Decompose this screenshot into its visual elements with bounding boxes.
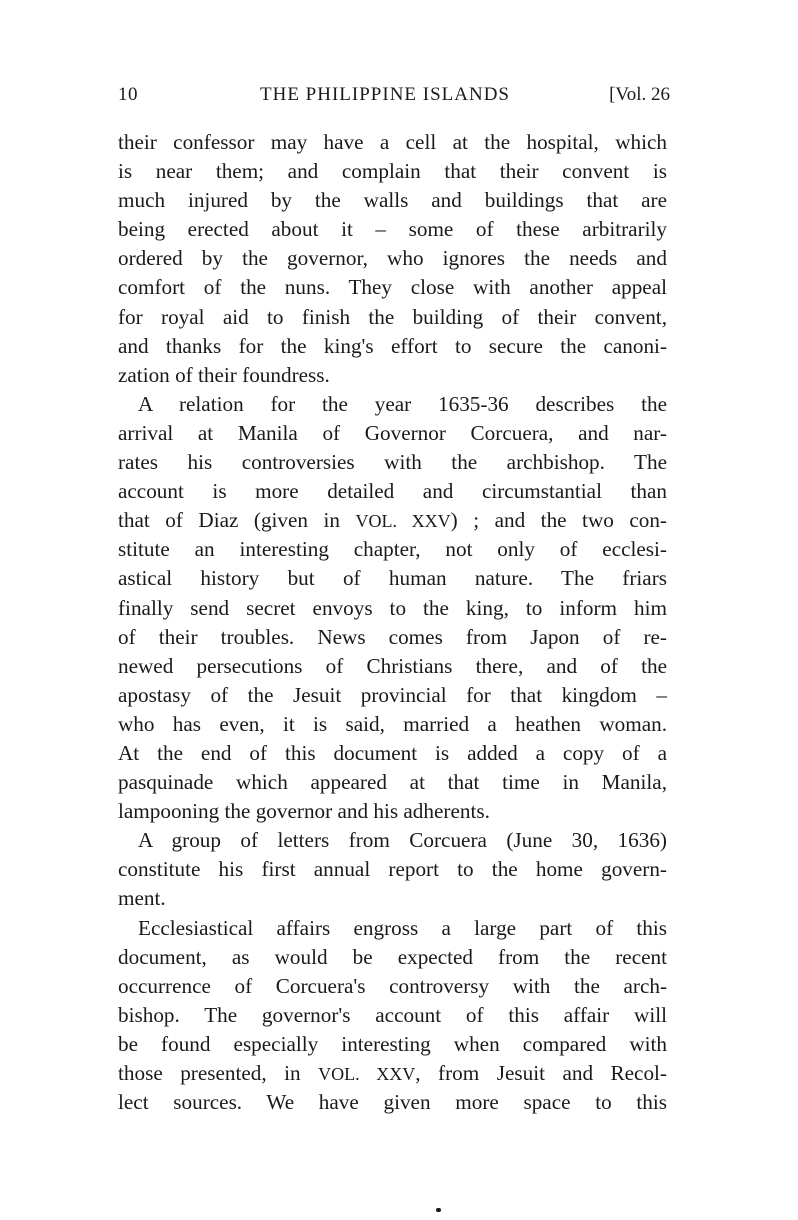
text-line: of their troubles. News comes from Japon of re- [118,624,667,649]
text-line: rates his controversies with the archbishop. The [118,450,667,475]
text-line: newed persecutions of Christians there, and of the [118,653,667,678]
text-line: for royal aid to finish the building of their convent, [118,304,667,329]
text-line: stitute an interesting chapter, not only of ecclesi- [118,537,667,562]
text-line: being erected about it – some of these arbitrarily [118,217,667,242]
text-line: that of Diaz (given in VOL. XXV) ; and the two con- [118,508,667,533]
body-text [118,128,667,1117]
text-line: At the end of this document is added a copy of a [118,740,667,765]
text-line: who has even, it is said, married a heathen woman. [118,711,667,736]
text-line: occurrence of Corcuera's controversy with the arch- [118,973,667,998]
text-line: is near them; and complain that their convent is [118,159,667,184]
text-line: Ecclesiastical affairs engross a large part of this [138,915,667,940]
text-line: apostasy of the Jesuit provincial for that kingdom – [118,682,667,707]
text-line: ment. [118,886,166,911]
text-line: astical history but of human nature. The friars [118,566,667,591]
text-line: lect sources. We have given more space to this [118,1090,667,1115]
text-line: be found especially interesting when compared with [118,1031,667,1056]
text-line: and thanks for the king's effort to secure the canoni- [118,333,667,358]
text-line: pasquinade which appeared at that time in Manila, [118,770,667,795]
volume-reference: [Vol. 26 [609,84,670,105]
text-line: those presented, in VOL. XXV, from Jesuit and Recol- [118,1061,667,1085]
volume-citation: VOL. XXV [355,511,451,532]
text-line: A group of letters from Corcuera (June 30, 1636) [138,828,667,853]
running-head [118,84,670,110]
text-line: comfort of the nuns. They close with another appeal [118,275,667,300]
text-line: bishop. The governor's account of this affair will [118,1002,667,1027]
page-number: 10 [118,84,138,105]
text-line: arrival at Manila of Governor Corcuera, and nar- [118,420,667,445]
running-title: THE PHILIPPINE ISLANDS [260,84,510,105]
print-mark [436,1208,441,1212]
text-line: document, as would be expected from the recent [118,944,667,969]
text-line: zation of their foundress. [118,362,330,387]
text-line: lampooning the governor and his adherents. [118,799,490,824]
text-line: account is more detailed and circumstantial than [118,479,667,504]
text-line: much injured by the walls and buildings that are [118,188,667,213]
text-line: finally send secret envoys to the king, to inform him [118,595,667,620]
text-line: constitute his first annual report to the home govern- [118,857,667,882]
volume-citation: VOL. XXV [318,1064,416,1084]
text-line: A relation for the year 1635-36 describes the [138,391,667,416]
text-line: their confessor may have a cell at the hospital, which [118,130,667,154]
text-line: ordered by the governor, who ignores the needs and [118,246,667,271]
